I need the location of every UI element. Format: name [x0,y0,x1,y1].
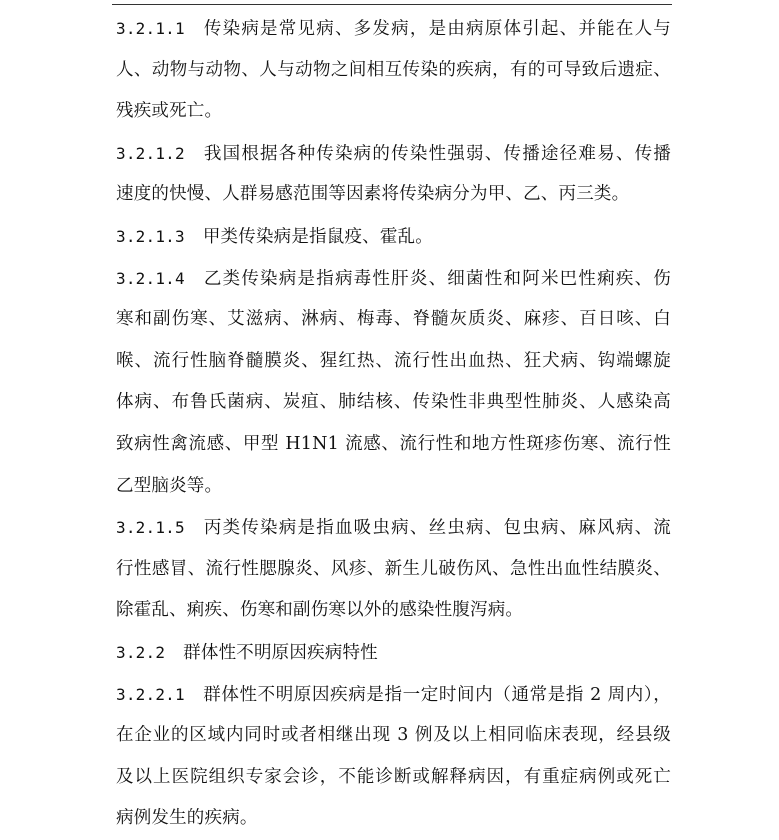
paragraph-text: 群体性不明原因疾病是指一定时间内（通常是指 2 周内）， [202,684,671,705]
paragraph-line: 乙型脑炎等。 [116,475,223,496]
section-number: 3.2.2 [116,642,166,662]
paragraph-line: 喉、流行性脑脊髓膜炎、猩红热、流行性出血热、狂犬病、钩端螺旋 [116,350,671,371]
paragraph-line: 速度的快慢、人群易感范围等因素将传染病分为甲、乙、丙三类。 [116,184,630,205]
paragraph-line [116,8,671,50]
paragraph-line: 除霍乱、痢疾、伤寒和副伤寒以外的感染性腹泻病。 [116,600,524,621]
top-rule [112,4,672,5]
paragraph-line: 人、动物与动物、人与动物之间相互传染的疾病，有的可导致后遗症、 [116,59,671,80]
paragraph-line: 病例发生的疾病。 [116,808,258,829]
paragraph-line: 残疾或死亡。 [116,101,223,122]
document-body [116,8,671,840]
section-heading [116,632,671,674]
paragraph-text: 乙类传染病是指病毒性肝炎、细菌性和阿米巴性痢疾、伤 [202,268,671,289]
paragraph-line [116,216,671,258]
paragraph-text: 甲类传染病是指鼠疫、霍乱。 [202,226,433,247]
section-number: 3.2.1.2 [116,143,185,163]
paragraph-line [116,674,671,716]
section-heading-text: 群体性不明原因疾病特性 [183,642,378,663]
paragraph-line: 体病、布鲁氏菌病、炭疽、肺结核、传染性非典型性肺炎、人感染高 [116,392,671,413]
section-number: 3.2.1.3 [116,226,185,246]
paragraph-text: 传染病是常见病、多发病，是由病原体引起、并能在人与 [202,19,671,39]
section-number: 3.2.1.1 [116,19,185,38]
paragraph-text: 丙类传染病是指血吸虫病、丝虫病、包虫病、麻风病、流 [202,518,671,539]
paragraph-line: 行性感冒、流行性腮腺炎、风疹、新生儿破伤风、急性出血性结膜炎、 [116,558,671,579]
paragraph-line: 致病性禽流感、甲型 H1N1 流感、流行性和地方性斑疹伤寒、流行性 [116,433,671,454]
paragraph-text: 我国根据各种传染病的传染性强弱、传播途径难易、传播 [202,143,671,164]
section-number: 3.2.1.4 [116,268,185,288]
section-number: 3.2.2.1 [116,684,185,704]
paragraph-line [116,133,671,175]
paragraph-line: 寒和副伤寒、艾滋病、淋病、梅毒、脊髓灰质炎、麻疹、百日咳、白 [116,309,671,330]
paragraph-line: 及以上医院组织专家会诊，不能诊断或解释病因，有重症病例或死亡 [116,766,671,787]
paragraph-line: 在企业的区域内同时或者相继出现 3 例及以上相同临床表现，经县级 [116,725,671,746]
paragraph-line [116,507,671,549]
section-number: 3.2.1.5 [116,518,185,538]
paragraph-line [116,258,671,300]
